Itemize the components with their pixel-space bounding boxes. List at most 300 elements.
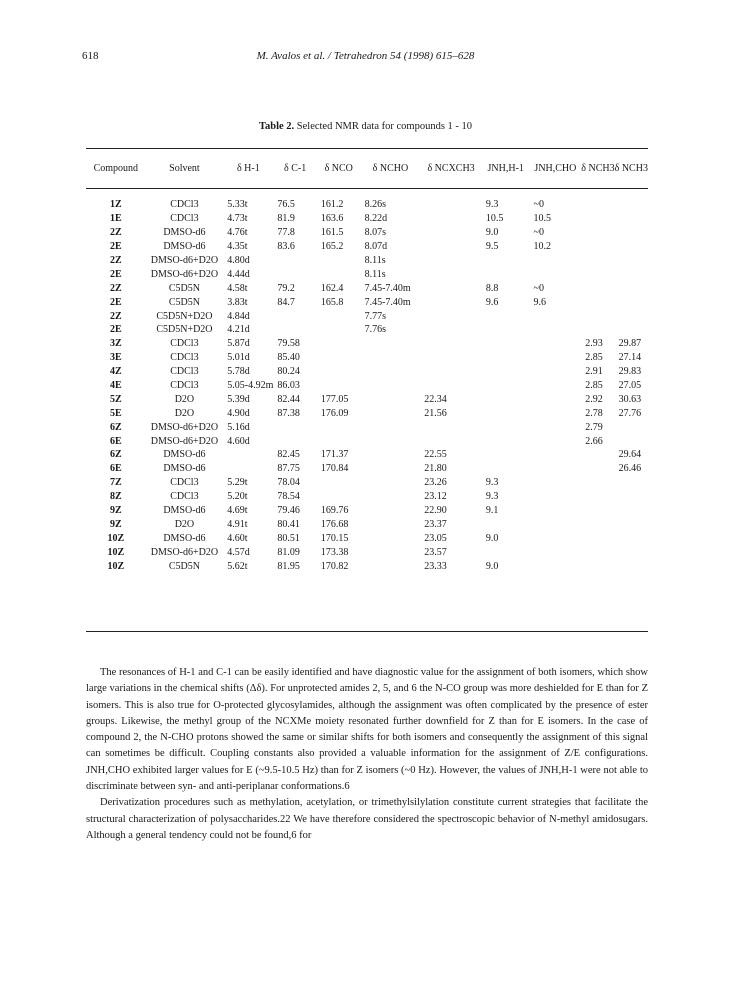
table-row (86, 365, 648, 379)
value-cell (581, 517, 614, 531)
value-cell: 80.24 (277, 366, 300, 378)
value-cell: 170.82 (320, 560, 349, 572)
value-cell (317, 254, 361, 268)
value-cell (420, 240, 482, 254)
value-cell: 22.90 (424, 505, 447, 517)
table-row (86, 545, 648, 559)
value-cell (361, 504, 421, 518)
value-cell (530, 434, 582, 448)
value-cell: 87.38 (277, 407, 300, 419)
table-row (86, 240, 648, 254)
value-cell: 7.45-7.40m (364, 296, 411, 308)
value-cell: 27.05 (618, 380, 642, 392)
value-cell (482, 420, 530, 434)
value-cell: 5.20t (227, 491, 248, 503)
compound-cell: 2Z (109, 282, 122, 294)
solvent-cell: D2O (174, 407, 195, 419)
value-cell (615, 254, 648, 268)
value-cell: 4.44d (227, 268, 250, 280)
table-row (86, 476, 648, 490)
value-cell (317, 337, 361, 351)
value-cell (223, 462, 273, 476)
value-cell (581, 254, 614, 268)
value-cell: 9.3 (485, 477, 499, 489)
value-cell (482, 392, 530, 406)
table-row (86, 254, 648, 268)
value-cell: 10.5 (533, 213, 552, 225)
value-cell (615, 281, 648, 295)
value-cell: 23.12 (424, 491, 447, 503)
value-cell: 78.04 (277, 477, 300, 489)
value-cell (361, 559, 421, 573)
value-cell: 83.6 (277, 241, 295, 253)
value-cell: ~0 (533, 282, 544, 294)
value-cell (361, 490, 421, 504)
value-cell: 78.54 (277, 491, 300, 503)
header-h1-shift: δ H-1 (236, 162, 260, 174)
value-cell (273, 420, 317, 434)
value-cell (581, 309, 614, 323)
value-cell: 80.41 (277, 518, 300, 530)
compound-cell: 7Z (109, 477, 122, 489)
value-cell (581, 531, 614, 545)
solvent-cell: CDCl3 (170, 199, 199, 211)
value-cell: 23.37 (424, 518, 447, 530)
value-cell (581, 240, 614, 254)
value-cell (317, 434, 361, 448)
value-cell: 5.62t (227, 560, 248, 572)
value-cell: 23.26 (424, 477, 447, 489)
value-cell (273, 254, 317, 268)
value-cell (581, 281, 614, 295)
value-cell (273, 267, 317, 281)
value-cell: 22.55 (424, 449, 447, 461)
value-cell: 177.05 (320, 393, 349, 405)
value-cell (581, 212, 614, 226)
value-cell (530, 531, 582, 545)
compound-cell: 6Z (109, 449, 122, 461)
value-cell (420, 337, 482, 351)
value-cell: 9.1 (485, 505, 499, 517)
compound-cell: 3E (109, 352, 122, 364)
value-cell (317, 490, 361, 504)
value-cell (581, 504, 614, 518)
value-cell: 4.58t (227, 282, 248, 294)
value-cell (615, 295, 648, 309)
compound-cell: 6E (109, 463, 122, 475)
value-cell (361, 434, 421, 448)
value-cell (223, 448, 273, 462)
value-cell (420, 351, 482, 365)
value-cell: 30.63 (618, 393, 642, 405)
value-cell (615, 323, 648, 337)
value-cell (530, 254, 582, 268)
value-cell (581, 476, 614, 490)
header-compound: Compound (93, 162, 139, 174)
value-cell: 87.75 (277, 463, 300, 475)
table-row (86, 448, 648, 462)
value-cell (615, 267, 648, 281)
value-cell (581, 295, 614, 309)
compound-cell: 5Z (109, 393, 122, 405)
value-cell (420, 420, 482, 434)
value-cell: 21.80 (424, 463, 447, 475)
value-cell: 9.0 (485, 560, 499, 572)
value-cell: 170.15 (320, 532, 349, 544)
value-cell: 86.03 (277, 380, 300, 392)
table-row (86, 420, 648, 434)
value-cell: 82.44 (277, 393, 300, 405)
header-j-nh-cho: JNH,CHO (534, 162, 577, 174)
value-cell: 165.2 (320, 241, 344, 253)
value-cell: 5.16d (227, 421, 250, 433)
value-cell: 4.91t (227, 518, 248, 530)
value-cell: 4.90d (227, 407, 250, 419)
value-cell (273, 434, 317, 448)
value-cell: 5.01d (227, 352, 250, 364)
solvent-cell: CDCl3 (170, 380, 199, 392)
value-cell: 5.39d (227, 393, 250, 405)
value-cell (581, 545, 614, 559)
value-cell (482, 267, 530, 281)
compound-cell: 2E (109, 296, 122, 308)
value-cell: 10.2 (533, 241, 552, 253)
value-cell (420, 188, 482, 212)
solvent-cell: DMSO-d6+D2O (150, 546, 219, 558)
compound-cell: 1Z (109, 199, 122, 211)
value-cell: 8.11s (364, 268, 386, 280)
solvent-cell: DMSO-d6 (163, 241, 206, 253)
value-cell: 27.14 (618, 352, 642, 364)
table-row (86, 212, 648, 226)
value-cell: 9.0 (485, 227, 499, 239)
value-cell: 9.0 (485, 532, 499, 544)
value-cell (615, 226, 648, 240)
value-cell: 165.8 (320, 296, 344, 308)
value-cell: 162.4 (320, 282, 344, 294)
value-cell (530, 337, 582, 351)
value-cell: 163.6 (320, 213, 344, 225)
value-cell (482, 379, 530, 393)
compound-cell: 2Z (109, 227, 122, 239)
running-title: M. Avalos et al. / Tetrahedron 54 (1998) 615–628 (256, 50, 475, 62)
solvent-cell: DMSO-d6+D2O (150, 255, 219, 266)
compound-cell: 6Z (109, 421, 122, 433)
value-cell (615, 212, 648, 226)
value-cell (581, 323, 614, 337)
value-cell (317, 476, 361, 490)
value-cell: 161.2 (320, 199, 344, 211)
value-cell: 176.68 (320, 518, 349, 530)
value-cell (615, 504, 648, 518)
value-cell (482, 434, 530, 448)
value-cell: 81.95 (277, 560, 300, 572)
value-cell (530, 559, 582, 573)
value-cell: 79.2 (277, 282, 295, 294)
value-cell (361, 531, 421, 545)
value-cell: 79.58 (277, 338, 300, 350)
value-cell (361, 517, 421, 531)
table-row (86, 434, 648, 448)
value-cell: 5.33t (227, 199, 248, 211)
value-cell: 8.26s (364, 199, 386, 211)
value-cell: 23.33 (424, 560, 447, 572)
value-cell: 9.5 (485, 241, 499, 253)
value-cell (420, 281, 482, 295)
value-cell: 5.29t (227, 477, 248, 489)
value-cell (317, 309, 361, 323)
value-cell: 23.57 (424, 546, 447, 558)
value-cell (361, 379, 421, 393)
compound-cell: 2E (109, 324, 122, 336)
value-cell (361, 448, 421, 462)
value-cell (615, 188, 648, 212)
value-cell: 161.5 (320, 227, 344, 239)
compound-cell: 10Z (107, 560, 125, 572)
value-cell (482, 309, 530, 323)
value-cell: 3.83t (227, 296, 248, 308)
compound-cell: 4Z (109, 366, 122, 378)
compound-cell: 5E (109, 407, 122, 419)
solvent-cell: CDCl3 (170, 352, 199, 364)
value-cell: 29.64 (618, 449, 642, 461)
value-cell (361, 476, 421, 490)
value-cell (420, 226, 482, 240)
value-cell (420, 212, 482, 226)
value-cell (482, 462, 530, 476)
solvent-cell: DMSO-d6+D2O (150, 435, 219, 447)
value-cell (317, 379, 361, 393)
table-row (86, 462, 648, 476)
value-cell: 5.05-4.92m (227, 380, 274, 392)
value-cell (530, 448, 582, 462)
table-caption-text: Selected NMR data for compounds 1 - 10 (296, 121, 473, 132)
header-nch3-c-shift: δ NCH3 (614, 162, 648, 174)
value-cell: 80.51 (277, 532, 300, 544)
compound-cell: 8Z (109, 491, 122, 503)
table-row (86, 406, 648, 420)
value-cell: 79.46 (277, 505, 300, 517)
table-row (86, 295, 648, 309)
value-cell (361, 351, 421, 365)
compound-cell: 3Z (109, 338, 122, 350)
value-cell (581, 448, 614, 462)
solvent-cell: C5D5N+D2O (156, 310, 213, 322)
value-cell (530, 517, 582, 531)
compound-cell: 2Z (109, 255, 122, 266)
value-cell: 5.87d (227, 338, 250, 350)
value-cell (530, 462, 582, 476)
value-cell: 81.09 (277, 546, 300, 558)
value-cell (581, 267, 614, 281)
table-row (86, 188, 648, 212)
value-cell (530, 406, 582, 420)
value-cell (581, 188, 614, 212)
value-cell (361, 365, 421, 379)
value-cell: 8.8 (485, 282, 499, 294)
table-bottom-rule (86, 631, 648, 632)
value-cell: 173.38 (320, 546, 349, 558)
value-cell: 2.93 (585, 338, 603, 350)
value-cell (615, 476, 648, 490)
header-nco-shift: δ NCO (324, 162, 353, 174)
solvent-cell: C5D5N (168, 282, 200, 294)
value-cell: 4.73t (227, 213, 248, 225)
value-cell: 4.60t (227, 532, 248, 544)
solvent-cell: CDCl3 (170, 477, 199, 489)
value-cell (530, 309, 582, 323)
value-cell: 82.45 (277, 449, 300, 461)
table-caption-label: Table 2. (258, 121, 295, 132)
compound-cell: 9Z (109, 505, 122, 517)
header-j-nh-h1: JNH,H-1 (487, 162, 524, 174)
solvent-cell: DMSO-d6+D2O (150, 421, 219, 433)
value-cell (581, 559, 614, 573)
value-cell (361, 392, 421, 406)
value-cell (420, 254, 482, 268)
table-row (86, 392, 648, 406)
value-cell (420, 365, 482, 379)
solvent-cell: DMSO-d6 (163, 227, 206, 239)
header-ncxch3-shift: δ NCXCH3 (427, 162, 475, 174)
value-cell (530, 365, 582, 379)
value-cell: 9.6 (533, 296, 547, 308)
value-cell (317, 420, 361, 434)
value-cell (530, 267, 582, 281)
value-cell: 8.07d (364, 241, 388, 253)
value-cell: 7.77s (364, 310, 386, 322)
value-cell: 9.3 (485, 491, 499, 503)
solvent-cell: CDCl3 (170, 213, 199, 225)
value-cell (317, 351, 361, 365)
value-cell: 8.22d (364, 213, 388, 225)
value-cell (530, 490, 582, 504)
compound-cell: 4E (109, 380, 122, 392)
table-row (86, 559, 648, 573)
value-cell: 76.5 (277, 199, 295, 211)
value-cell: 2.78 (585, 407, 603, 419)
table-body (86, 188, 648, 573)
value-cell: 4.60d (227, 435, 250, 447)
value-cell (530, 351, 582, 365)
value-cell (530, 476, 582, 490)
value-cell (361, 462, 421, 476)
value-cell (530, 545, 582, 559)
value-cell (615, 309, 648, 323)
paragraph: The resonances of H-1 and C-1 can be easily identified and have diagnostic value for the assignment of both isomers, which show large variations in the chemical shifts (Δδ). For unprotected amides 2, 5, and 6 the N-CO group was more deshielded for E than for Z isomers. This is also true for O-protected glycosylamides, although the assignment was often complicated by the presence of ester groups. Likewise, the methyl group of the NCXMe moiety resonated further downfield for Z than for E isomers. In the case of compound 2, the N-CHO protons showed the same or similar shifts for both isomers and consequently the assignment of this signal can sometimes be difficult. Coupling constants also provided a valuable information for the assignment of Z/E configurations. JNH,CHO exhibited larger values for E (~9.5-10.5 Hz) than for Z isomers (~0 Hz). However, the values of JNH,H-1 were not able to discriminate between syn- and anti-periplanar conformations.6 (86, 667, 648, 793)
solvent-cell: C5D5N (168, 296, 200, 308)
compound-cell: 10Z (107, 532, 125, 544)
value-cell: 4.21d (227, 324, 250, 336)
header-solvent: Solvent (169, 162, 200, 174)
solvent-cell: CDCl3 (170, 366, 199, 378)
value-cell: 169.76 (320, 505, 349, 517)
value-cell: 5.78d (227, 366, 250, 378)
value-cell (615, 420, 648, 434)
value-cell: 4.84d (227, 310, 250, 322)
table-row (86, 379, 648, 393)
table-row (86, 531, 648, 545)
value-cell (361, 420, 421, 434)
value-cell: 2.91 (585, 366, 603, 378)
table-row (86, 337, 648, 351)
value-cell (615, 559, 648, 573)
header-c1-shift: δ C-1 (284, 162, 307, 174)
value-cell: 29.87 (618, 338, 642, 350)
table-row (86, 226, 648, 240)
solvent-cell: C5D5N (168, 560, 200, 572)
value-cell (482, 351, 530, 365)
value-cell: 81.9 (277, 213, 295, 225)
solvent-cell: DMSO-d6 (163, 532, 206, 544)
table-row (86, 267, 648, 281)
table-caption (0, 121, 731, 132)
value-cell (482, 517, 530, 531)
compound-cell: 2Z (109, 310, 122, 322)
value-cell: ~0 (533, 227, 544, 239)
body-text (86, 665, 648, 844)
value-cell (482, 406, 530, 420)
value-cell: 2.85 (585, 380, 603, 392)
value-cell (317, 365, 361, 379)
value-cell: 77.8 (277, 227, 295, 239)
value-cell (420, 295, 482, 309)
table-row (86, 309, 648, 323)
value-cell (420, 267, 482, 281)
value-cell (482, 323, 530, 337)
value-cell: 4.35t (227, 241, 248, 253)
value-cell: 2.79 (585, 421, 603, 433)
value-cell (420, 379, 482, 393)
value-cell (273, 323, 317, 337)
value-cell (615, 434, 648, 448)
table-row (86, 323, 648, 337)
solvent-cell: C5D5N+D2O (156, 324, 213, 336)
value-cell (420, 323, 482, 337)
value-cell: 171.37 (320, 449, 349, 461)
value-cell (273, 309, 317, 323)
value-cell: 4.69t (227, 505, 248, 517)
value-cell (361, 406, 421, 420)
nmr-data-table (86, 148, 648, 573)
page-header (0, 50, 731, 66)
value-cell (482, 448, 530, 462)
compound-cell: 1E (109, 213, 122, 225)
solvent-cell: CDCl3 (170, 491, 199, 503)
table-row (86, 517, 648, 531)
compound-cell: 9Z (109, 518, 122, 530)
value-cell (615, 545, 648, 559)
value-cell (581, 490, 614, 504)
value-cell: 2.66 (585, 435, 603, 447)
solvent-cell: DMSO-d6 (163, 463, 206, 475)
value-cell (420, 309, 482, 323)
value-cell (615, 517, 648, 531)
value-cell: 2.85 (585, 352, 603, 364)
value-cell (530, 420, 582, 434)
solvent-cell: D2O (174, 518, 195, 530)
value-cell: 22.34 (424, 393, 447, 405)
value-cell (482, 545, 530, 559)
header-nch3-h-shift: δ NCH3 (581, 162, 615, 174)
value-cell (420, 434, 482, 448)
value-cell: 23.05 (424, 532, 447, 544)
solvent-cell: DMSO-d6+D2O (150, 268, 219, 280)
table-row (86, 490, 648, 504)
value-cell (615, 490, 648, 504)
value-cell (530, 379, 582, 393)
paragraph: Derivatization procedures such as methylation, acetylation, or trimethylsilylation constitute current strategies that facilitate the structural characterization of polysaccharides.22 We have therefore considered the spectroscopic behavior of N-methyl amidosugars. Although a general tendency could not be found,6 for (86, 797, 648, 841)
